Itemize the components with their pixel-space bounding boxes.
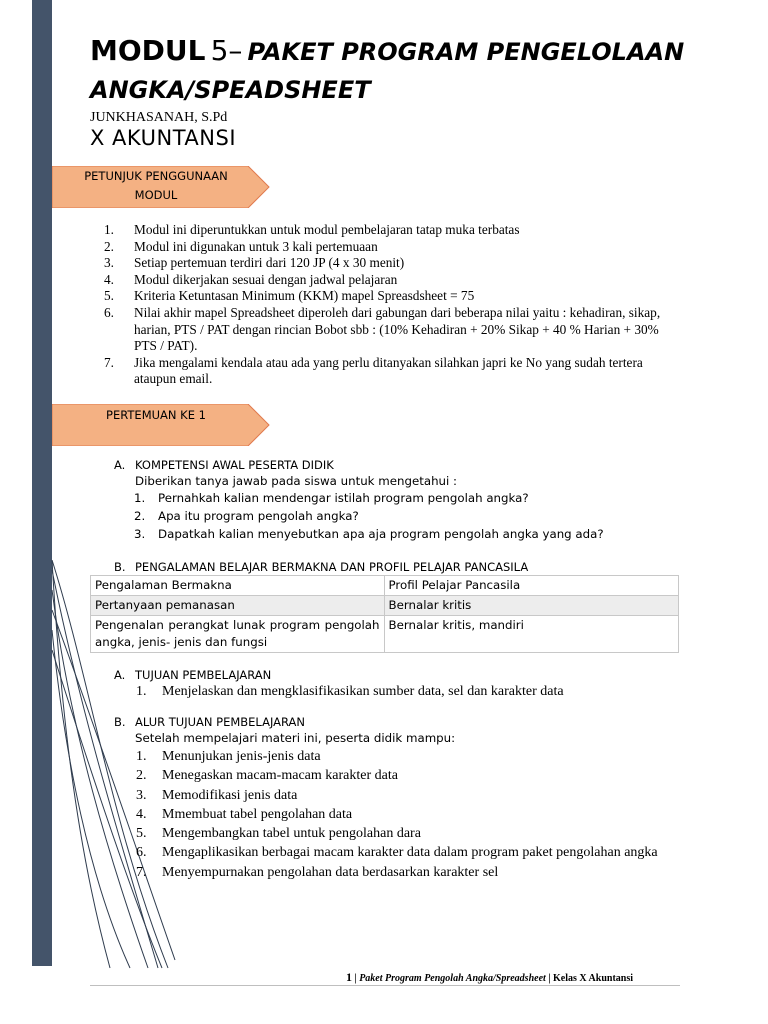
banner-petunjuk-line-2: MODUL: [134, 188, 178, 202]
table-cell: Pengenalan perangkat lunak program pengolah angka, jenis- jenis dan fungsi: [91, 616, 385, 653]
decorative-side-bar: [32, 0, 52, 966]
table-row: [91, 596, 679, 616]
list-item: 2. Modul ini digunakan untuk 3 kali pertemuaan: [104, 238, 378, 254]
list-item: 3. Dapatkah kalian menyebutkan apa aja program pengolah angka yang ada?: [134, 527, 604, 541]
table-cell: Bernalar kritis: [384, 596, 678, 616]
table-row: [91, 616, 679, 653]
section-alur-intro: Setelah mempelajari materi ini, peserta didik mampu:: [135, 731, 456, 745]
table-cell: Bernalar kritis, mandiri: [384, 616, 678, 653]
banner-petunjuk-line-1: PETUNJUK PENGGUNAAN: [84, 169, 228, 183]
list-item: 2. Apa itu program pengolah angka?: [134, 509, 359, 523]
author-name: JUNKHASANAH, S.Pd: [90, 110, 228, 125]
list-item: 5. Mengembangkan tabel untuk pengolahan dara: [136, 826, 421, 842]
footer-separator: |: [548, 973, 551, 984]
module-number: 5–: [210, 34, 243, 67]
footer-title: Paket Program Pengolah Angka/Spreadsheet: [359, 973, 546, 984]
section-alur-title: ALUR TUJUAN PEMBELAJARAN: [135, 715, 306, 729]
module-label: MODUL: [90, 34, 206, 67]
section-a-intro: Diberikan tanya jawab pada siswa untuk mengetahui :: [135, 474, 458, 488]
table-cell: Pertanyaan pemanasan: [91, 596, 385, 616]
page-number: 1: [346, 970, 352, 984]
section-tujuan-title: TUJUAN PEMBELAJARAN: [135, 668, 272, 682]
list-item: 1. Pernahkah kalian mendengar istilah program pengolah angka?: [134, 491, 529, 505]
list-item: 6. Mengaplikasikan berbagai macam karakter data dalam program paket pengolahan angka: [136, 845, 658, 861]
list-item: 7. Jika mengalami kendala atau ada yang perlu ditanyakan silahkan japri ke No yang sudah tertera ataupun email.: [104, 354, 643, 387]
page-footer: [346, 970, 633, 985]
list-item: 3. Memodifikasi jenis data: [136, 787, 298, 803]
module-title-rest: PAKET PROGRAM PENGELOLAAN: [247, 38, 685, 66]
section-b-title: PENGALAMAN BELAJAR BERMAKNA DAN PROFIL PELAJAR PANCASILA: [135, 560, 529, 574]
list-item: 2. Menegaskan macam-macam karakter data: [136, 768, 398, 784]
alur-list: [136, 747, 676, 882]
module-title-line-2: ANGKA/SPEADSHEET: [90, 76, 371, 104]
banner-pertemuan-label: PERTEMUAN KE 1: [106, 408, 206, 422]
section-tujuan-label: A.: [114, 668, 126, 682]
section-a-title: KOMPETENSI AWAL PESERTA DIDIK: [135, 458, 334, 472]
list-item: 3. Setiap pertemuan terdiri dari 120 JP (4 x 30 menit): [104, 255, 405, 271]
list-item: 4. Modul dikerjakan sesuai dengan jadwal pelajaran: [104, 271, 398, 287]
section-alur-label: B.: [114, 715, 126, 729]
instruction-list: [104, 222, 684, 388]
list-item: 1. Modul ini diperuntukkan untuk modul pembelajaran tatap muka terbatas: [104, 222, 520, 237]
list-item: 1. Menunjukan jenis-jenis data: [136, 749, 321, 764]
table-header-cell: Pengalaman Bermakna: [91, 576, 385, 596]
pengalaman-table: [90, 575, 679, 653]
banner-pertemuan: [52, 404, 270, 446]
module-title-line-1: [90, 34, 684, 67]
section-b-label: B.: [114, 560, 126, 574]
list-item: 5. Kriteria Ketuntasan Minimum (KKM) mapel Spreasdsheet = 75: [104, 288, 475, 304]
section-a-label: A.: [114, 458, 126, 472]
footer-class: Kelas X Akuntansi: [553, 973, 634, 984]
question-list: [134, 489, 604, 543]
list-item: 4. Mmembuat tabel pengolahan data: [136, 806, 353, 822]
table-header-cell: Profil Pelajar Pancasila: [384, 576, 678, 596]
list-item: 6. Nilai akhir mapel Spreadsheet diperoleh dari gabungan dari beberapa nilai yaitu : kehadiran, sikap, harian, PTS / PAT dengan rincian Bobot sbb : (10% Kehadiran + 20% Sikap + 40 % Harian + 30% PTS / PAT).: [104, 304, 661, 354]
table-header-row: [91, 576, 679, 596]
tujuan-list: [136, 682, 676, 701]
banner-petunjuk: [52, 166, 270, 208]
list-item: 1. Menjelaskan dan mengklasifikasikan sumber data, sel dan karakter data: [136, 684, 564, 699]
footer-divider: [90, 985, 680, 986]
class-name: X AKUNTANSI: [90, 126, 237, 150]
footer-separator: |: [354, 973, 357, 984]
list-item: 7. Menyempurnakan pengolahan data berdasarkan karakter sel: [136, 864, 499, 880]
